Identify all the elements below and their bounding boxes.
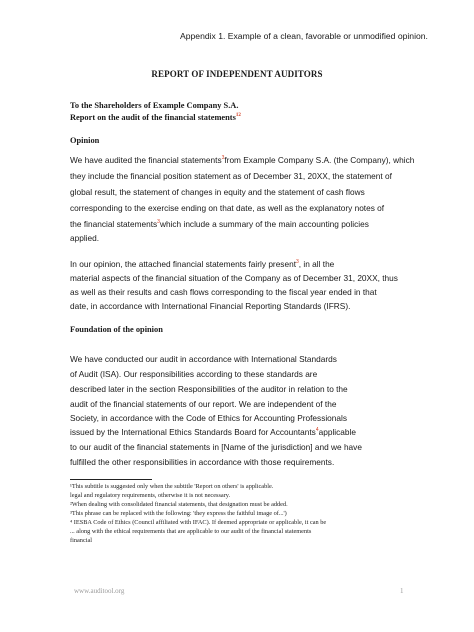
paragraph-line: We have conducted our audit in accordance with International Standards <box>70 354 337 364</box>
footnote-ref: 12 <box>235 113 241 119</box>
footnote: ⁴ IESBA Code of Ethics (Council affiliated with IFAC). If deemed appropriate or applicable, it can be <box>70 519 327 526</box>
text-segment: In our opinion, the attached financial statements fairly present <box>70 259 296 269</box>
report-title: REPORT OF INDEPENDENT AUDITORS <box>151 69 323 79</box>
text-segment: , in all the <box>298 259 335 269</box>
paragraph-line <box>70 220 369 228</box>
text-segment: which include a summary of the main accounting policies <box>159 219 369 229</box>
paragraph-line: material aspects of the financial situation of the Company as of December 31, 20XX, thus <box>70 273 398 283</box>
paragraph-line <box>70 260 334 268</box>
footnote: legal and regulatory requirements, otherwise it is not necessary. <box>70 492 231 499</box>
appendix-caption: Appendix 1. Example of a clean, favorable or unmodified opinion. <box>180 31 428 41</box>
paragraph-line <box>70 428 356 436</box>
footnote: ³This phrase can be replaced with the following: 'they express the faithful image of...') <box>70 510 287 517</box>
text-segment: the financial statements <box>70 219 158 229</box>
paragraph-line: fulfilled the other responsibilities in accordance with those requirements. <box>70 457 335 467</box>
paragraph-line: global result, the statement of changes in equity and the statement of cash flows <box>70 187 365 197</box>
footnote-ref: 4 <box>315 427 319 434</box>
report-subtitle <box>70 113 241 122</box>
addressee-line: To the Shareholders of Example Company S.A. <box>70 101 239 110</box>
paragraph-line: date, in accordance with International Financial Reporting Standards (IFRS). <box>70 301 351 311</box>
report-subtitle-text: Report on the audit of the financial statements <box>70 113 236 122</box>
footnote-ref: 3 <box>157 219 160 226</box>
footnote: ²When dealing with consolidated financial statements, that designation must be added. <box>70 501 288 508</box>
paragraph-line: as well as their results and cash flows corresponding to the fiscal year ended in that <box>70 287 377 297</box>
foundation-heading: Foundation of the opinion <box>70 325 163 334</box>
text-segment: applicable <box>318 427 356 437</box>
paragraph-line: described later in the section Responsibilities of the auditor in relation to the <box>70 384 348 394</box>
paragraph-line: audit of the financial statements of our report. We are independent of the <box>70 399 337 409</box>
paragraph-line: of Audit (ISA). Our responsibilities according to these standards are <box>70 369 318 379</box>
paragraph-line: Society, in accordance with the Code of Ethics for Accounting Professionals <box>70 413 348 423</box>
footnote-separator <box>70 479 152 480</box>
footnote: financial <box>70 537 93 544</box>
paragraph-line: they include the financial position statement as of December 31, 20XX, the statement of <box>70 171 392 181</box>
page-number: 1 <box>400 587 404 595</box>
paragraph-line: applied. <box>70 233 100 243</box>
footnote: ¹This subtitle is suggested only when the subtitle 'Report on others' is applicable. <box>70 483 274 490</box>
text-segment: issued by the International Ethics Standards Board for Accountants <box>70 427 316 437</box>
footer-url: www.auditool.org <box>74 587 125 595</box>
footnote-ref: 3 <box>221 155 225 162</box>
text-segment: from Example Company S.A. (the Company), which <box>224 155 415 165</box>
paragraph-line: corresponding to the exercise ending on that date, as well as the explanatory notes of <box>70 203 385 213</box>
footnote: ... along with the ethical requirements that are applicable to our audit of the financial statements <box>70 528 312 535</box>
footnote-ref: 3 <box>296 259 299 266</box>
opinion-heading: Opinion <box>70 136 100 145</box>
text-segment: We have audited the financial statements <box>70 155 222 165</box>
paragraph-line <box>70 156 414 164</box>
paragraph-line: to our audit of the financial statements in [Name of the jurisdiction] and we have <box>70 442 362 452</box>
